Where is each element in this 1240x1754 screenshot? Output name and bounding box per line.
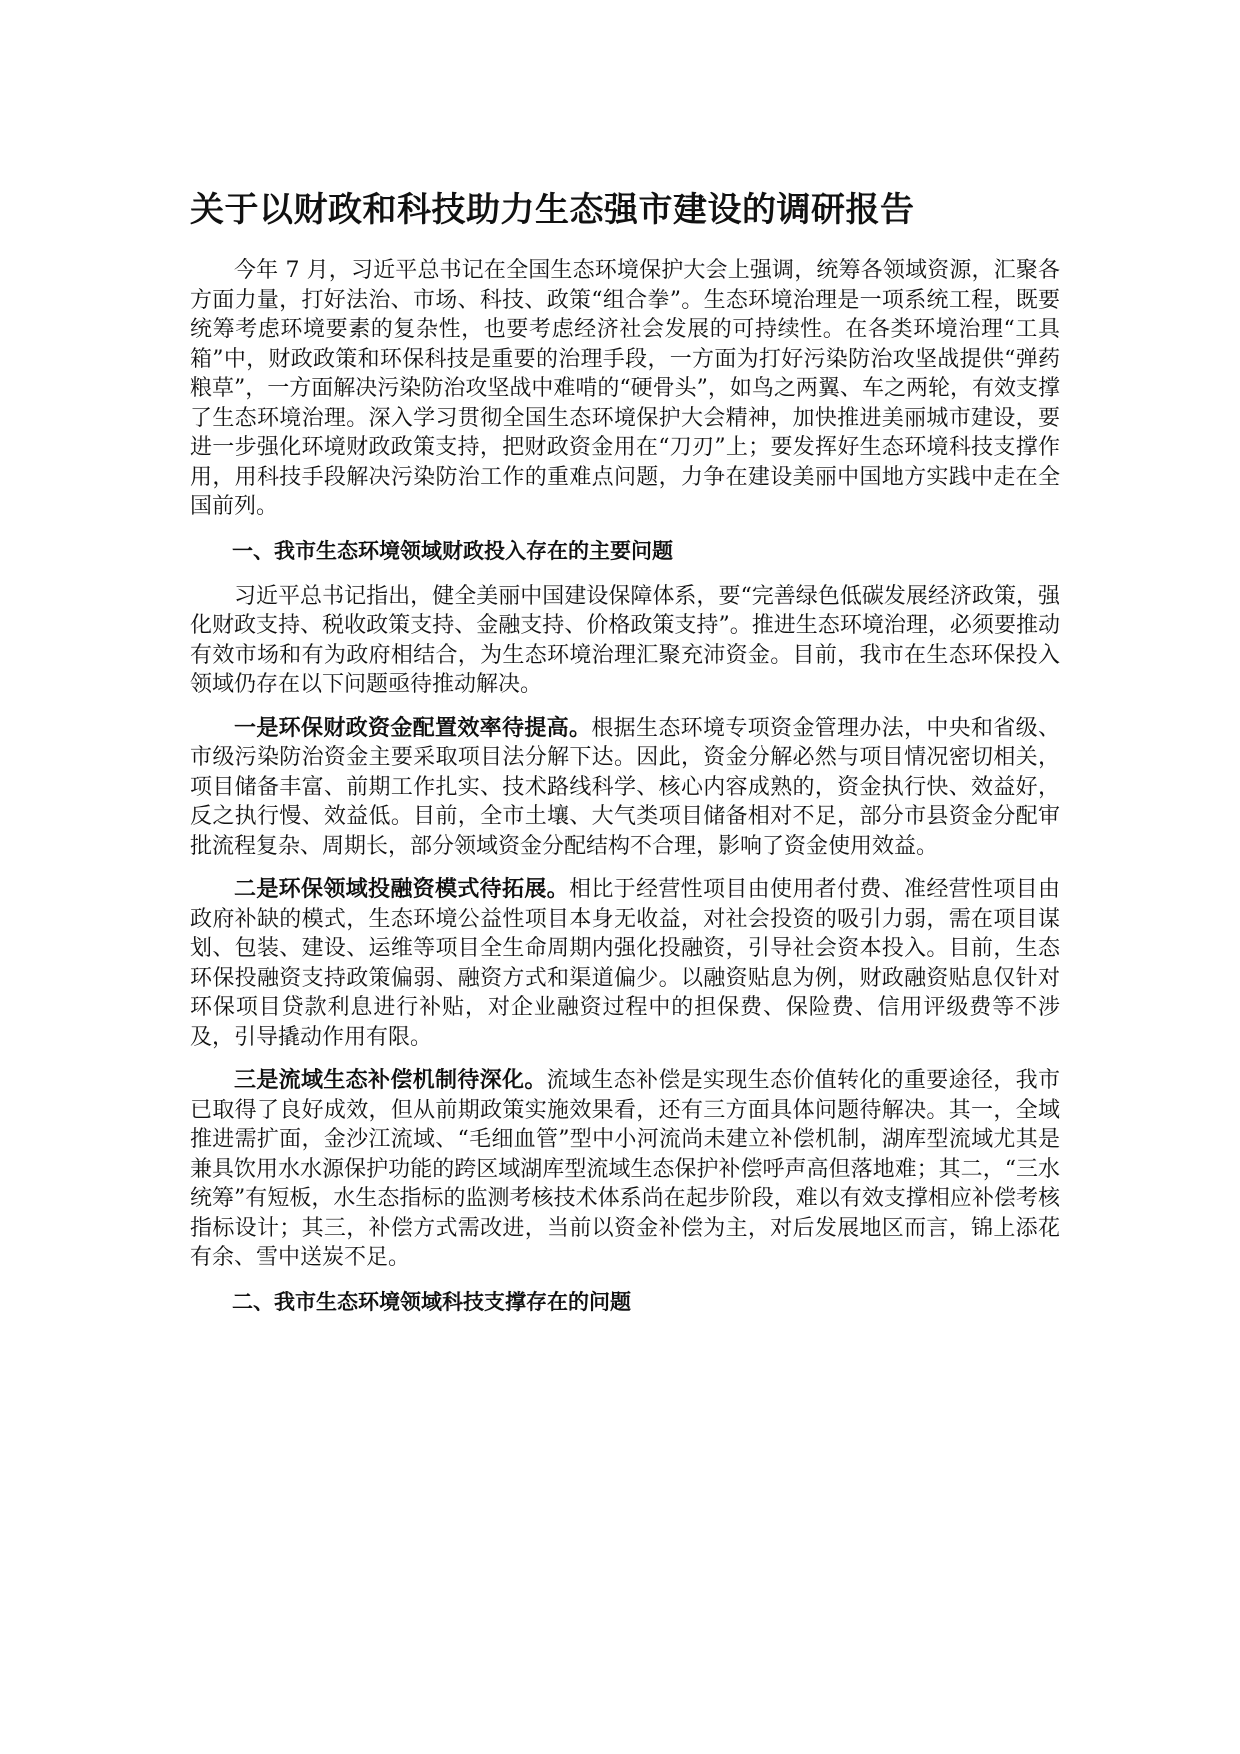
point-2-lead: 二是环保领域投融资模式待拓展。	[234, 877, 569, 902]
point-3-paragraph	[190, 1066, 1060, 1273]
point-3-text: 流域生态补偿是实现生态价值转化的重要途径，我市已取得了良好成效，但从前期政策实施效果看，还有三方面具体问题待解决。其一，全域推进需扩面，金沙江流域、“毛细血管”型中小河流尚未建立补偿机制，湖库型流域尤其是兼具饮用水水源保护功能的跨区域湖库型流域生态保护补偿呼声高但落地难；其二，“三水统筹”有短板，水生态指标的监测考核技术体系尚在起步阶段，难以有效支撑相应补偿考核指标设计；其三，补偿方式需改进，当前以资金补偿为主，对后发展地区而言，锦上添花有余、雪中送炭不足。	[190, 1068, 1060, 1270]
point-2-paragraph	[190, 875, 1060, 1052]
section-heading-2: 二、我市生态环境领域科技支撑存在的问题	[232, 1289, 631, 1314]
document-page	[190, 188, 1060, 1333]
point-2-text: 相比于经营性项目由使用者付费、准经营性项目由政府补缺的模式，生态环境公益性项目本身无收益，对社会投资的吸引力弱，需在项目谋划、包装、建设、运维等项目全生命周期内强化投融资，引导社会资本投入。目前，生态环保投融资支持政策偏弱、融资方式和渠道偏少。以融资贴息为例，财政融资贴息仅针对环保项目贷款利息进行补贴，对企业融资过程中的担保费、保险费、信用评级费等不涉及，引导撬动作用有限。	[190, 877, 1060, 1050]
point-3-lead: 三是流域生态补偿机制待深化。	[234, 1068, 547, 1093]
point-1-lead: 一是环保财政资金配置效率待提高。	[234, 715, 592, 741]
document-title: 关于以财政和科技助力生态强市建设的调研报告	[190, 190, 915, 230]
point-1-text: 根据生态环境专项资金管理办法，中央和省级、市级污染防治资金主要采取项目法分解下达。因此，资金分解必然与项目情况密切相关，项目储备丰富、前期工作扎实、技术路线科学、核心内容成熟的，资金执行快、效益好，反之执行慢、效益低。目前，全市土壤、大气类项目储备相对不足，部分市县资金分配审批流程复杂、周期长，部分领域资金分配结构不合理，影响了资金使用效益。	[190, 715, 1060, 859]
intro-paragraph: 今年 7 月，习近平总书记在全国生态环境保护大会上强调，统筹各领域资源，汇聚各方面力量，打好法治、市场、科技、政策“组合拳”。生态环境治理是一项系统工程，既要统筹考虑环境要素的复杂性，也要考虑经济社会发展的可持续性。在各类环境治理“工具箱”中，财政政策和环保科技是重要的治理手段，一方面为打好污染防治攻坚战提供“弹药粮草”，一方面解决污染防治攻坚战中难啃的“硬骨头”，如鸟之两翼、车之两轮，有效支撑了生态环境治理。深入学习贯彻全国生态环境保护大会精神，加快推进美丽城市建设，要进一步强化环境财政政策支持，把财政资金用在“刀刃”上；要发挥好生态环境科技支撑作用，用科技手段解决污染防治工作的重难点问题，力争在建设美丽中国地方实践中走在全国前列。	[190, 258, 1060, 519]
point-1-paragraph	[190, 714, 1060, 862]
section1-intro-paragraph: 习近平总书记指出，健全美丽中国建设保障体系，要“完善绿色低碳发展经济政策，强化财政支持、税收政策支持、金融支持、价格政策支持”。推进生态环境治理，必须要推动有效市场和有为政府相结合，为生态环境治理汇聚充沛资金。目前，我市在生态环保投入领域仍存在以下问题亟待推动解决。	[190, 583, 1060, 697]
section-heading-1: 一、我市生态环境领域财政投入存在的主要问题	[232, 538, 673, 563]
